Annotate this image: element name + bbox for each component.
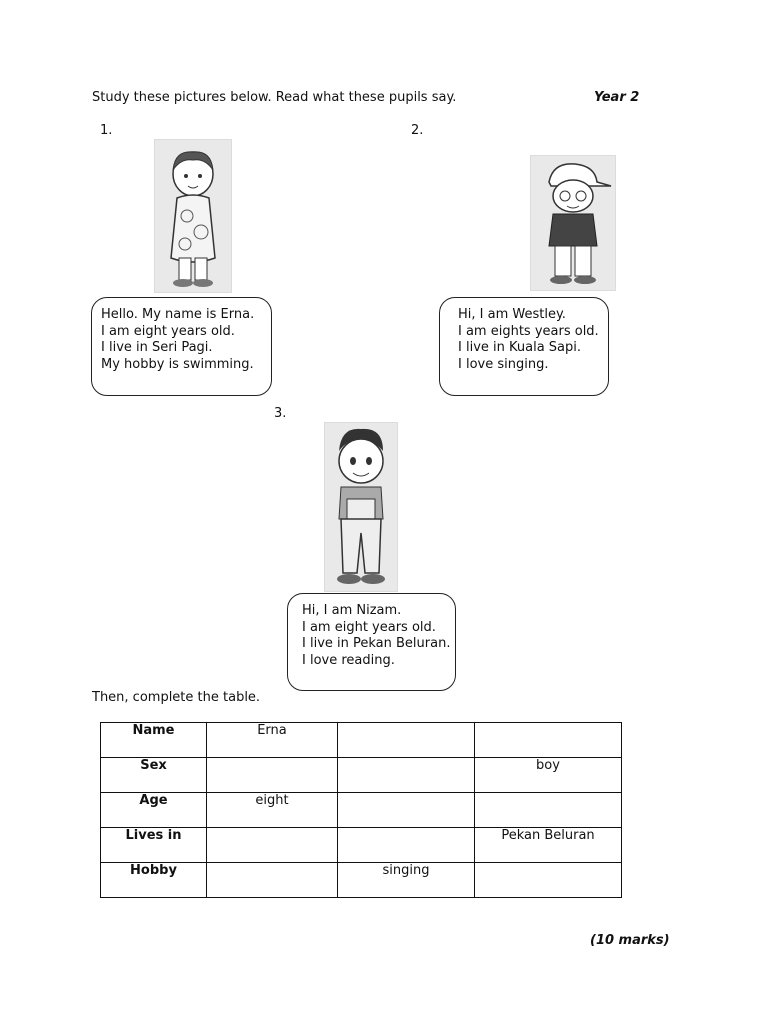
table-cell[interactable]: singing — [338, 863, 475, 898]
table-cell[interactable] — [475, 723, 622, 758]
pupil-1-number: 1. — [100, 123, 113, 138]
table-cell[interactable] — [475, 793, 622, 828]
table-row — [101, 828, 622, 863]
pupil-2-number: 2. — [411, 123, 424, 138]
year-label: Year 2 — [594, 90, 640, 105]
boy-cap-illustration — [530, 155, 616, 291]
table-cell[interactable] — [207, 828, 338, 863]
table-row — [101, 863, 622, 898]
bubble-line: I am eight years old. — [101, 323, 235, 339]
bubble-line: I love reading. — [302, 652, 395, 668]
bubble-line: I live in Kuala Sapi. — [458, 340, 582, 355]
instruction-text: Study these pictures below. Read what these pupils say. — [92, 90, 457, 105]
table-cell[interactable]: Pekan Beluran — [475, 828, 622, 863]
bubble-line: I live in Seri Pagi. — [101, 340, 213, 355]
speech-bubble-nizam — [287, 593, 456, 691]
table-cell[interactable]: boy — [475, 758, 622, 793]
table-cell[interactable] — [207, 863, 338, 898]
pupil-info-table — [100, 722, 622, 898]
speech-bubble-erna — [91, 297, 272, 396]
table-cell[interactable]: eight — [207, 793, 338, 828]
row-label: Sex — [101, 758, 207, 793]
table-row — [101, 723, 622, 758]
table-row — [101, 793, 622, 828]
speech-bubble-westley — [439, 297, 609, 396]
table-instruction: Then, complete the table. — [92, 690, 261, 705]
table-cell[interactable] — [475, 863, 622, 898]
bubble-line: I am eights years old. — [458, 323, 599, 339]
bubble-line: Hello. My name is Erna. — [101, 307, 255, 322]
pupil-3-number: 3. — [274, 406, 287, 421]
bubble-line: Hi, I am Westley. — [458, 307, 566, 322]
marks-label: (10 marks) — [590, 933, 670, 948]
bubble-line: I live in Pekan Beluran. — [302, 636, 451, 651]
bubble-line: My hobby is swimming. — [101, 356, 254, 372]
bubble-line: Hi, I am Nizam. — [302, 603, 402, 618]
bubble-line: I am eight years old. — [302, 619, 436, 635]
bubble-line: I love singing. — [458, 356, 549, 372]
table-cell[interactable] — [338, 828, 475, 863]
table-row — [101, 758, 622, 793]
girl-illustration — [154, 139, 232, 293]
row-label: Hobby — [101, 863, 207, 898]
table-cell[interactable] — [338, 793, 475, 828]
table-cell[interactable] — [338, 723, 475, 758]
row-label: Name — [101, 723, 207, 758]
row-label: Lives in — [101, 828, 207, 863]
table-cell[interactable] — [338, 758, 475, 793]
boy-overalls-illustration — [324, 422, 398, 592]
row-label: Age — [101, 793, 207, 828]
table-cell[interactable] — [207, 758, 338, 793]
table-cell[interactable]: Erna — [207, 723, 338, 758]
